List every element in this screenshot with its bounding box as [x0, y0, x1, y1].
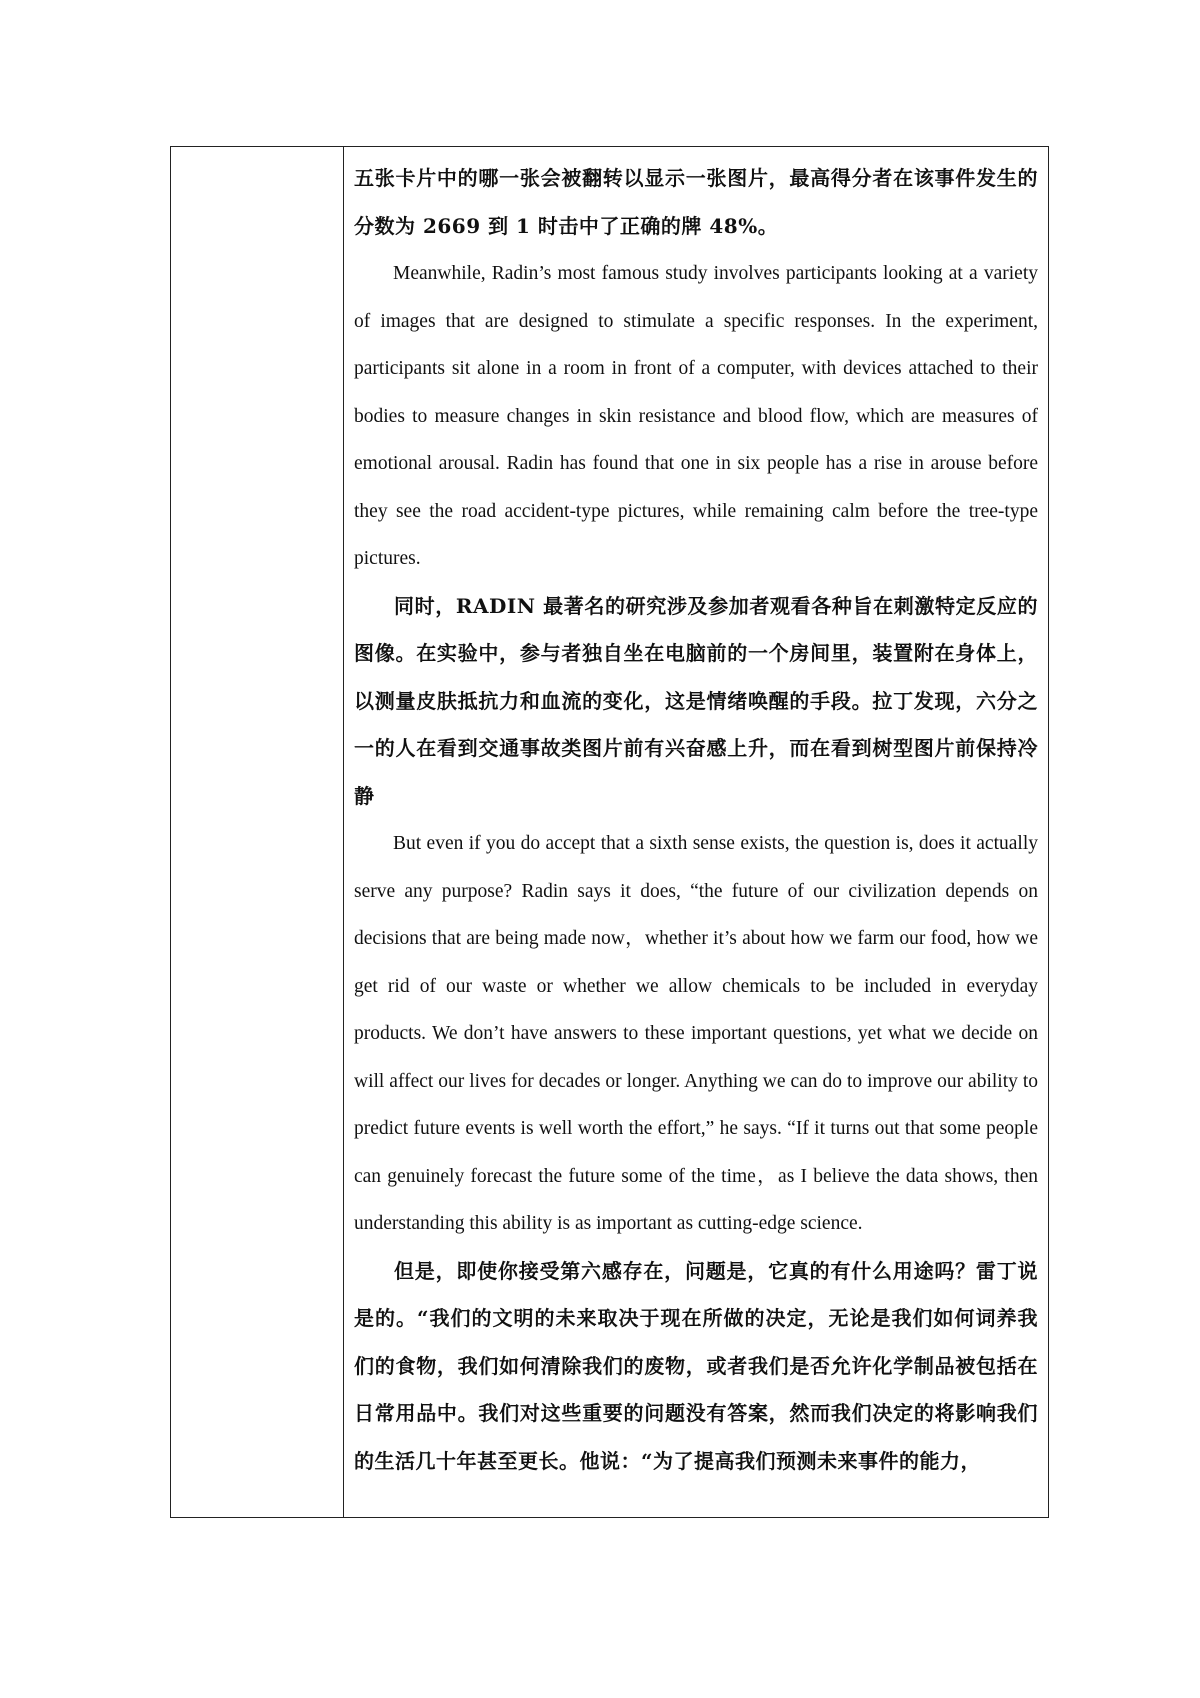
paragraph-zh-1: 五张卡片中的哪一张会被翻转以显示一张图片，最高得分者在该事件发生的分数为 2669 到 1 时击中了正确的牌 48%。: [354, 166, 1038, 238]
paragraph-en-1: Meanwhile, Radin’s most famous study involves participants looking at a variety of images that are designed to stimulate a specific responses. In the experiment, participants sit alone in a room in front of a computer, with devices attached to their bodies to measure changes in skin resistance and blood flow, which are measures of emotional arousal. Radin has found that one in six people has a rise in arouse before they see the road accident-type pictures, while remaining calm before the tree-type pictures.: [354, 263, 1038, 569]
right-column-cell: [344, 147, 1048, 1517]
paragraph-en-2: But even if you do accept that a sixth sense exists, the question is, does it actually serve any purpose? Radin says it does, “the future of our civilization depends on decisions that are being made now，whether it’s about how we farm our food, how we get rid of our waste or whether we allow chemicals to be included in everyday products. We don’t have answers to these important questions, yet what we decide on will affect our lives for decades or longer. Anything we can do to improve our ability to predict future events is well worth the effort,” he says. “If it turns out that some people can genuinely forecast the future some of the time，as I believe the data shows, then understanding this ability is as important as cutting-edge science.: [354, 833, 1038, 1234]
left-column-cell: [171, 147, 344, 1517]
document-table: [170, 146, 1049, 1518]
paragraph-zh-2: 同时，RADIN 最著名的研究涉及参加者观看各种旨在刺激特定反应的图像。在实验中，参与者独自坐在电脑前的一个房间里，装置附在身体上，以测量皮肤抵抗力和血流的变化，这是情绪唤醒的手段。拉丁发现，六分之一的人在看到交通事故类图片前有兴奋感上升，而在看到树型图片前保持冷静: [354, 593, 1038, 808]
paragraph-zh-3: 但是，即使你接受第六感存在，问题是，它真的有什么用途吗？雷丁说是的。“我们的文明的未来取决于现在所做的决定，无论是我们如何词养我们的食物，我们如何清除我们的废物，或者我们是否允许化学制品被包括在日常用品中。我们对这些重要的问题没有答案，然而我们决定的将影响我们的生活几十年甚至更长。他说：“为了提高我们预测未来事件的能力，: [354, 1258, 1038, 1473]
